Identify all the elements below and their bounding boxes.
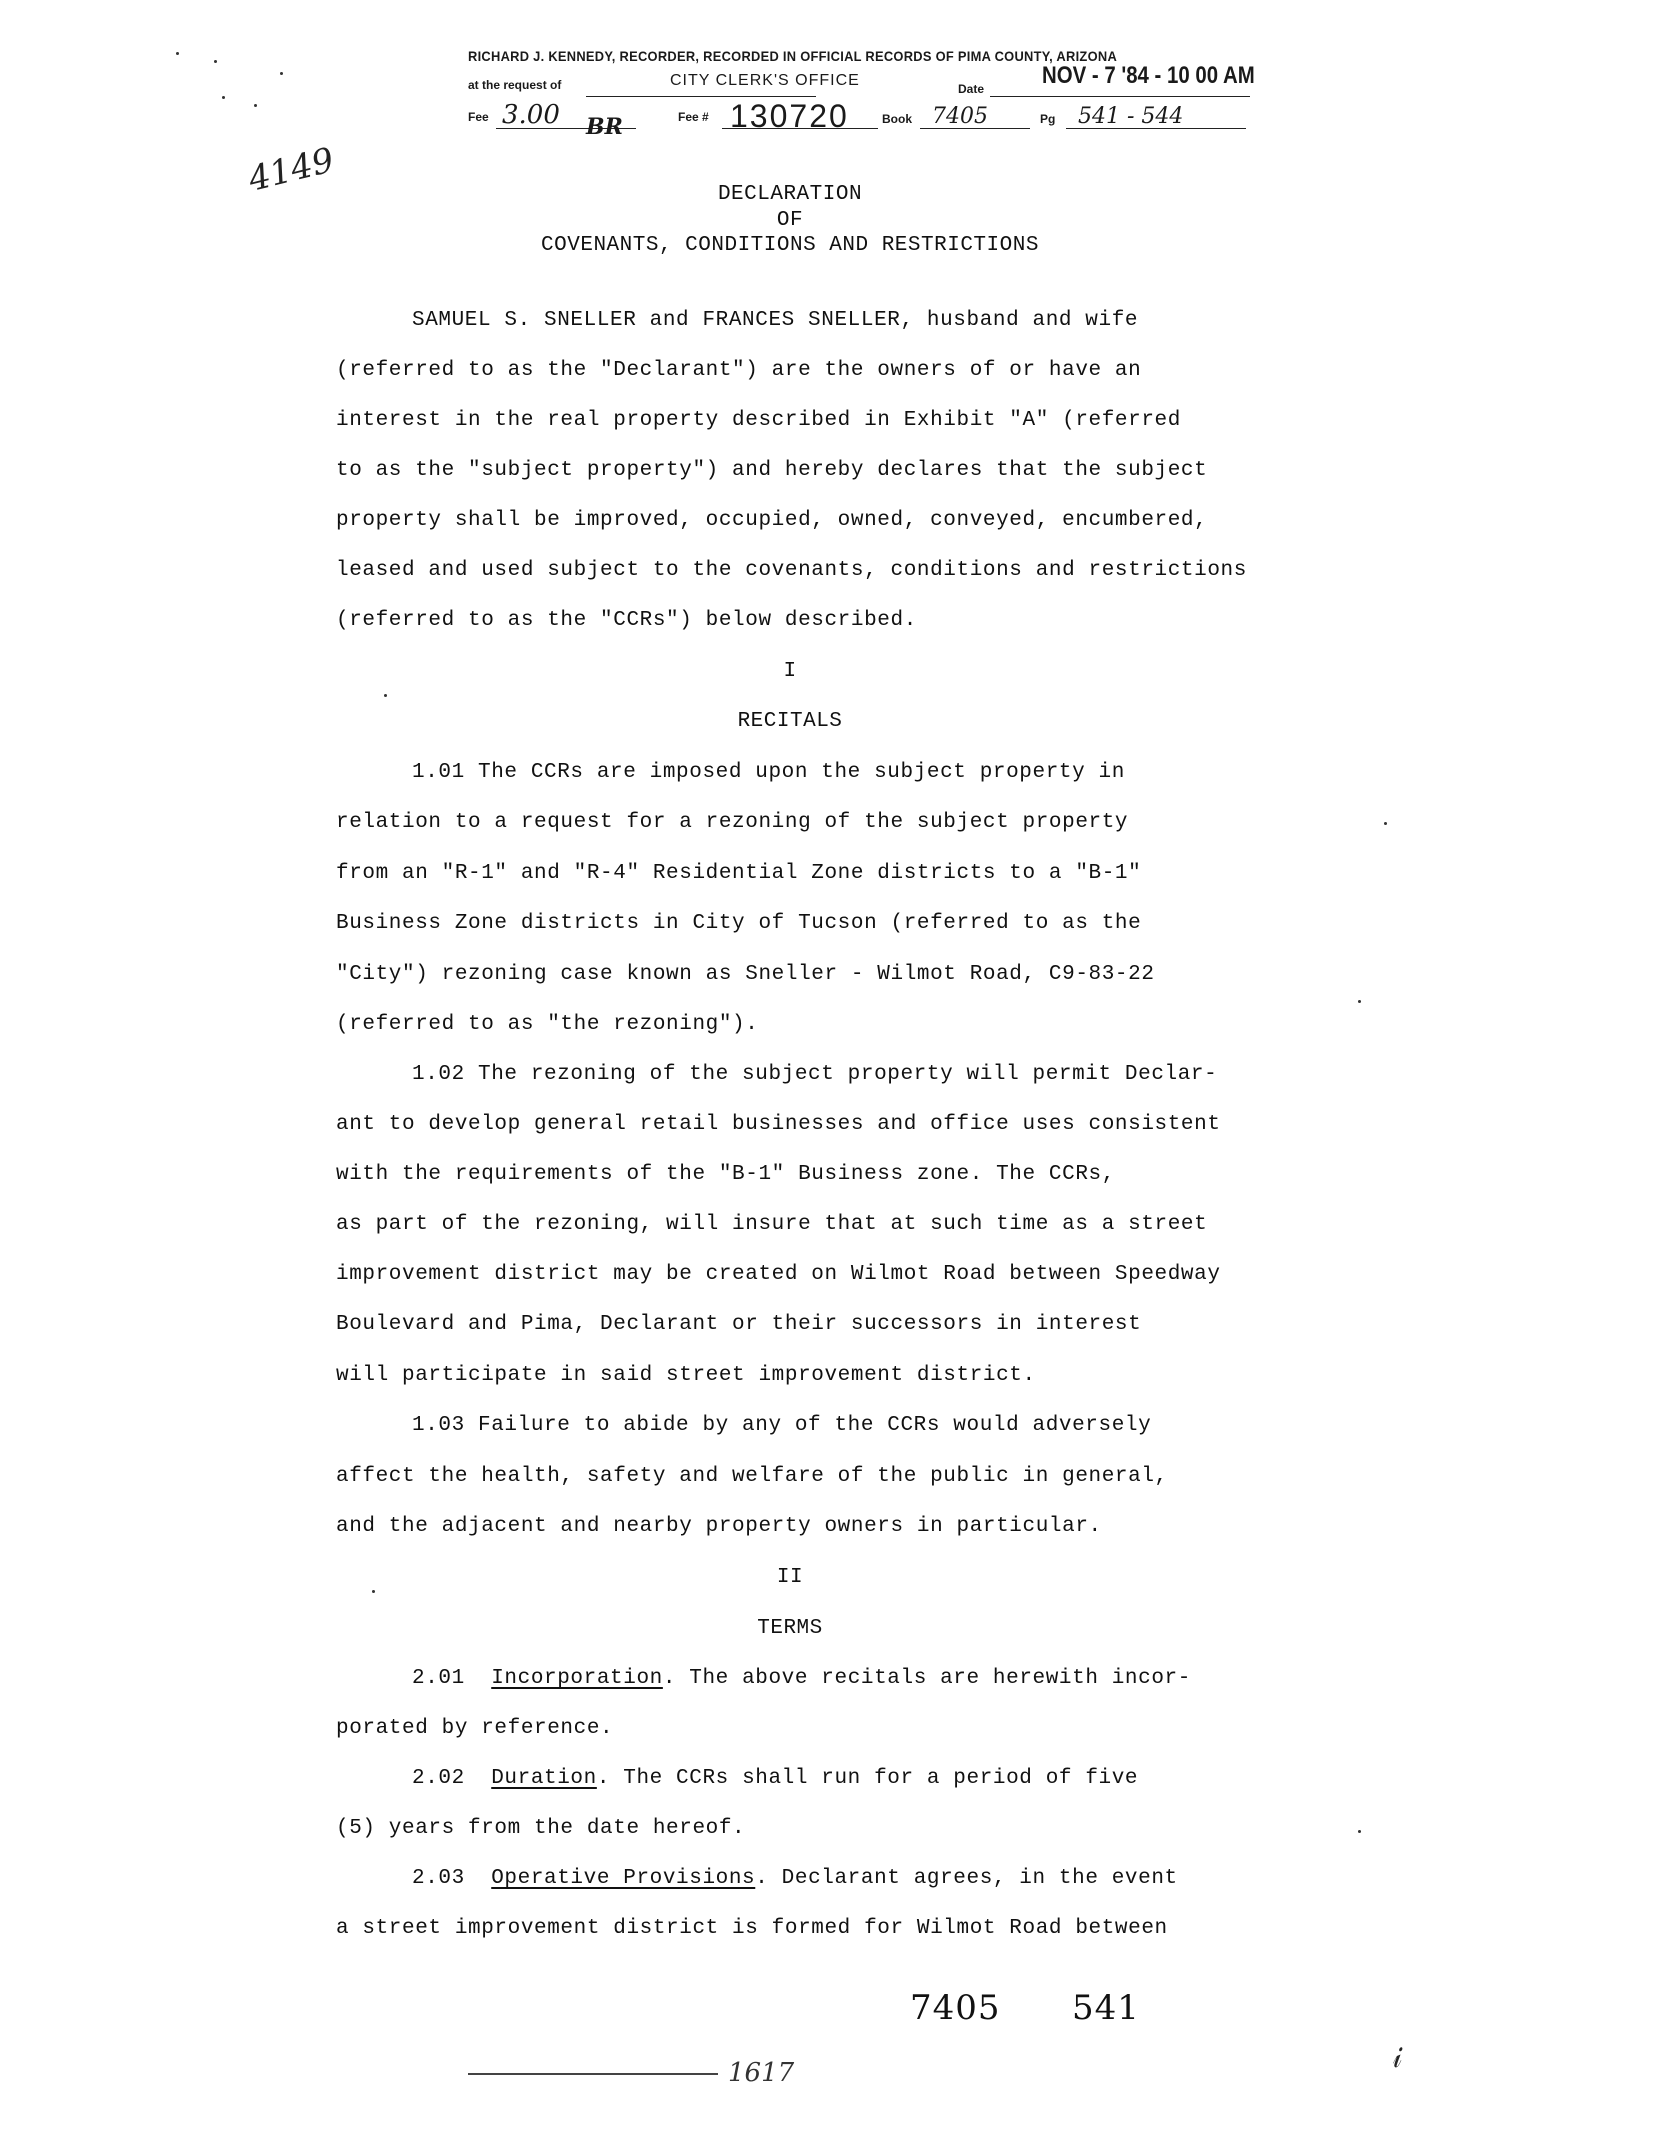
recital-101-line: Business Zone districts in City of Tucson (referred to as the <box>336 912 1142 935</box>
term-203-heading: Operative Provisions <box>491 1867 756 1890</box>
fee-initials: BR <box>586 114 623 140</box>
term-201-heading: Incorporation <box>491 1667 663 1690</box>
scan-speck <box>214 60 217 63</box>
scan-speck <box>1358 1000 1361 1003</box>
scan-speck <box>222 96 225 99</box>
recital-103-line: and the adjacent and nearby property owners in particular. <box>336 1515 1102 1538</box>
recital-102-line: ant to develop general retail businesses and office uses consistent <box>336 1113 1221 1136</box>
footer-handwritten-mark <box>468 2058 794 2088</box>
recital-102-line: 1.02 The rezoning of the subject property will permit Declar- <box>412 1063 1218 1086</box>
recital-101-line: 1.01 The CCRs are imposed upon the subject property in <box>412 761 1125 784</box>
section-number-i: I <box>783 660 797 683</box>
scan-speck <box>1358 1830 1361 1833</box>
footer-handwritten-number: 1617 <box>728 2058 795 2088</box>
recital-102-line: with the requirements of the "B-1" Business zone. The CCRs, <box>336 1163 1115 1186</box>
intro-line: leased and used subject to the covenants, conditions and restrictions <box>336 559 1247 582</box>
fee-label: Fee <box>468 110 489 124</box>
section-title-recitals: RECITALS <box>737 710 843 733</box>
intro-line: interest in the real property described in Exhibit "A" (referred <box>336 409 1181 432</box>
fee-value: 3.00 <box>502 100 560 130</box>
term-201-line-2: porated by reference. <box>336 1717 614 1740</box>
recital-101-line: from an "R-1" and "R-4" Residential Zone districts to a "B-1" <box>336 862 1142 885</box>
request-label: at the request of <box>468 78 562 92</box>
term-201-line <box>412 1667 1191 1690</box>
term-203-line-2: a street improvement district is formed for Wilmot Road between <box>336 1917 1168 1940</box>
page-value: 541 - 544 <box>1078 104 1184 129</box>
intro-line: (referred to as the "CCRs") below described. <box>336 609 917 632</box>
title-covenants: COVENANTS, CONDITIONS AND RESTRICTIONS <box>541 234 1039 257</box>
request-rule <box>586 96 816 97</box>
recital-102-line: will participate in said street improvement district. <box>336 1364 1036 1387</box>
scan-speck <box>280 72 283 75</box>
page-label: Pg <box>1040 112 1056 126</box>
term-203-text: . Declarant agrees, in the event <box>755 1867 1178 1890</box>
recital-102-line: improvement district may be created on Wilmot Road between Speedway <box>336 1263 1221 1286</box>
term-202-line <box>412 1767 1138 1790</box>
handwritten-initials: 𝒾 <box>1384 2039 1406 2076</box>
term-201-text: . The above recitals are herewith incor- <box>662 1667 1191 1690</box>
section-number-ii: II <box>776 1566 804 1589</box>
term-202-text: . The CCRs shall run for a period of five <box>596 1767 1139 1790</box>
intro-line: SAMUEL S. SNELLER and FRANCES SNELLER, husband and wife <box>412 309 1139 332</box>
recital-102-line: as part of the rezoning, will insure that at such time as a street <box>336 1213 1208 1236</box>
intro-line: to as the "subject property") and hereby declares that the subject <box>336 459 1208 482</box>
title-declaration: DECLARATION <box>717 183 863 206</box>
title-of: OF <box>776 209 804 232</box>
book-label: Book <box>882 112 912 126</box>
docket-label: Fee # <box>678 110 709 124</box>
recording-book-number: 7405 <box>910 1988 1001 2028</box>
date-value: NOV - 7 '84 - 10 00 AM <box>1042 62 1255 89</box>
recorder-stamp <box>468 48 1288 148</box>
date-rule <box>990 96 1250 97</box>
recital-102-line: Boulevard and Pima, Declarant or their successors in interest <box>336 1313 1142 1336</box>
request-value: CITY CLERK'S OFFICE <box>670 72 860 89</box>
scan-speck <box>1384 822 1387 825</box>
scan-speck <box>176 52 179 55</box>
recital-101-line: "City") rezoning case known as Sneller - Wilmot Road, C9-83-22 <box>336 963 1155 986</box>
term-201-number: 2.01 <box>412 1667 465 1690</box>
recital-103-line: affect the health, safety and welfare of the public in general, <box>336 1465 1168 1488</box>
book-value: 7405 <box>932 104 988 129</box>
scan-speck <box>372 1590 375 1593</box>
recorder-line: RICHARD J. KENNEDY, RECORDER, RECORDED IN OFFICIAL RECORDS OF PIMA COUNTY, ARIZONA <box>468 48 1118 64</box>
term-202-heading: Duration <box>491 1767 597 1790</box>
intro-line: (referred to as the "Declarant") are the owners of or have an <box>336 359 1142 382</box>
recital-103-line: 1.03 Failure to abide by any of the CCRs would adversely <box>412 1414 1152 1437</box>
margin-handwritten-note: 4149 <box>244 140 339 200</box>
term-203-line <box>412 1867 1178 1890</box>
section-title-terms: TERMS <box>757 1617 823 1640</box>
term-203-number: 2.03 <box>412 1867 465 1890</box>
term-202-line-2: (5) years from the date hereof. <box>336 1817 746 1840</box>
recording-page-number: 541 <box>1072 1988 1140 2028</box>
struck-through-text <box>468 2073 718 2075</box>
term-202-number: 2.02 <box>412 1767 465 1790</box>
docket-value: 130720 <box>730 98 849 134</box>
intro-line: property shall be improved, occupied, owned, conveyed, encumbered, <box>336 509 1208 532</box>
recital-101-line: (referred to as "the rezoning"). <box>336 1013 759 1036</box>
scan-speck <box>384 694 387 697</box>
recital-101-line: relation to a request for a rezoning of the subject property <box>336 811 1129 834</box>
date-label: Date <box>958 82 985 96</box>
scan-speck <box>254 104 257 107</box>
